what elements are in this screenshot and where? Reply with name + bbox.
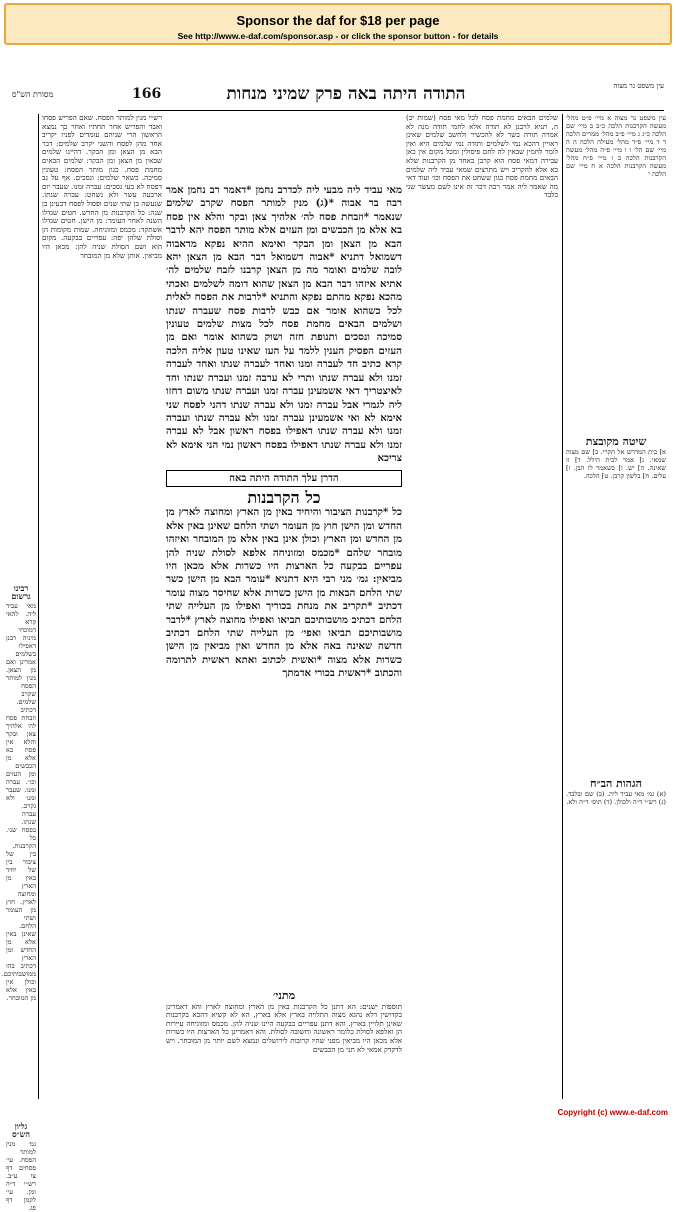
shita-mekubetzet-text: א] בית המדרש אל תקרי. ב] שם מצוה שמאי. ג] אמר לבית הילל. ד] זו שאינה. ה] יש. ו] כשאמר לו הבן. ז] עלים. ח] בלשון קרבן. ט] הלכה. (566, 448, 666, 480)
side-margin-left (1, 114, 36, 1212)
gemara-text-mid: כל *קרבנות הציבור והיחיד באין מן הארץ ומחוצה לארץ מן החדש ומן הישן חוץ מן העומר ושתי הלחם שאינן באין אלא מן החדש ומן הארץ וכולן אינן באין אלא מן המובחר ואיזהו מובחר שלהם *מכמס ומזוניחה אלפא לסולת שניה להן עפריים בבקעה כל הארצות היו כשרות אלא מכאן היו מביאין: גמ׳ מני רבי היא דתניא *עומר הבא מן הישן כשר שתי הלחם הבאות מן הישן כשרות אלא שחיסר מצוה עומר דכתיב *תקריב את מנחת בכוריך ואפילו מן העלייה שתי הלחם דכתיב מושבותיכם תביאו ואפילו מחוצה לארץ *לדבר מושבותיכם תביאו ואפי׳ מן העלייה שתי הלחם דכתיב חדשה שאינה באה אלא מן החדש ואין מביאין מן הישן כשרות אלא מצוה *ואשית לכתוב ואתא ראשית לתרומה והכתוב *ראשית בכורי אדמתך (166, 506, 402, 680)
hagahot-habach-heading: הגהות הב״ח (590, 777, 642, 790)
rabbeinu-gershom-text: מאי עביד ליה. להאי קרא דמוכחי מיניה רבנן דאפילו בשלמים אמרינן ואם מן הצאן. מנין למותר הפסח שקרב שלמים. דכתיב וזבחת פסח לה׳ אלהיך צאן ובקר והלא אין פסח בא אלא מן הכבשים ומן העזים וכו׳. עברה זמנו. שעבר זמנו ולא נקרב. עברה שנתו. בפסח שני. כל הקרבנות. בין של ציבור בין של יחיד באין מן הארץ ומחוצה לארץ. חוץ מן העומר ושתי הלחם. שאינן באין אלא מן החדש ומן הארץ דכתיב בהו ממושבותיכם. וכולן אין באין אלא מן המובחר. (1, 602, 36, 1002)
header-rule (118, 110, 664, 111)
mishnah-marker: מתני׳ (272, 989, 296, 1002)
tosafot-column (406, 114, 558, 1099)
ein-mishpat-label: עין משפט נר מצוה (613, 82, 664, 90)
rashi-column (42, 114, 162, 1099)
sponsor-title[interactable]: Sponsor the daf for $18 per page (236, 13, 440, 28)
sponsor-banner[interactable] (4, 3, 672, 45)
copyright-notice[interactable]: Copyright (c) www.e-daf.com (557, 1108, 668, 1117)
rashi-text: רש״י מנין למותר הפסח. שאם הפריש פסחו ואבד והפריש אחר תחתיו ואחר כך נמצא הראשון הרי שניהם עומדים לפניו יקריב אחד מהן לפסח והשני יקרב שלמים: דבר הבא מן הצאן ומן הבקר. דהיינו שלמים שבאין מן הצאן ומן הבקר: שלמים הבאים מחמת פסח. כגון מותר הפסח: טעונין סמיכה. כשאר שלמים: ונסכים. אף על גב דפסח לא בעי נסכים: עברה זמנו. שעבר יום ארבעה עשר ולא נשחט: עברה שנתו. שנעשה בן שתי שנים ופסול לפסח דבעינן בן שנה: כל הקרבנות מן החדש. חטים שגדלו השנה לאחר העומר: מן הישן. חטים שגדלו אשתקד: מכמס ומזוניחה. שמות מקומות הן וסולת שלהן יפה: עפריים בבקעה. מקום הוא ושם הסולת שניה להן: מכאן היו מביאין. אותן שלא מן המובחר (42, 113, 162, 260)
page-header (6, 84, 668, 110)
footer-commentary (166, 990, 402, 1098)
gemara-text-top: מאי עביד ליה מבעי ליה לכדרב נחמן *דאמר רב נחמן אמר רבה בר אבוה *(ג) מנין למותר הפסח שקרב שלמים שנאמר *וזבחת פסח לה׳ אלהיך צאן ובקר והלא אין פסח בא אלא מן הכבשים ומן העזים אלא מותר הפסח יהא לדבר הבא מן הצאן ומן הבקר ואימא ההיא נפקא מדאבוה דשמואל דתניא *אבוה דשמואל דבר הבא מן הצאן יהא לובה שלמים ואומר מה מן הצאן קרבנו לזבח שלמים לה׳ אתיא איזהו דבר הבא מן הצאן שהוא דומה לשלמים ואכתי מהכא נפקא מהתם נפקא והתניא *לרבות את הפסח לאלית לכל כשהוא אומר אם כבש לרבות פסח שעברה שנתו ושלמים הבאים מחמת פסח לכל מצות שלמים טעונין סמיכה ונסכים ותנופת חזה ושוק כשהוא אומר ואם מן העזים הפסיק הענין ללמד על העז שאינו טעון אליה הלכה קרא כתיב חד לעברה ומנו ואחד לעברה שנתו ואחד לעברה זמנו ולא עברה שנתו ותרי לא ערבה זמנו ועברה שנתו וחד לאיצטריך דאי אשמעינן עברה זמנו ועברה שנתו משום דחזו ליה לגמרי אבל עברה זמנו ולא עברה שנתו דהני לפסח שני אימא לא ואי אשמעינן עברה זמנו ולא עברה שנתו ועברה זמנו ולא עברה שנתו דאפילו בפסח ראשון אבל לא עברה זמנו ולא עברה שנתו דאפילו בפסח ראשון נמי הני אימא לא צריכא (166, 184, 402, 465)
column-divider (562, 114, 563, 1099)
page-number: 166 (132, 86, 162, 102)
tosafot-text: שלמים הבאים מחמת פסח לכל מאי פסח (שמות יב) ה, תניא לרבנן לא תודה אלא לחמי תודה מנה לא אמרה תורה בשר לא להכשיר ולחשב שלמים שאינן ראויין דהכא נמי לשלמים ותודה נמי שלמים היא ואין לומר לחמין שבאין לה לחם פיסולין ומכל מקום אין כאן עבירה דמאי פסח הוא קרבן כאחד מן הקרבנות שלא בא אלא להקריב ויש מתרצים שמאי עביד ליה שלמים הבאים מחמת פסח כגון ששחט את הפסח וכו׳ ועוד דאי מה שאמר ליה אמר רבה דבר זה אינו לשם מעשר שני בלבד (406, 113, 558, 200)
ein-mishpat-text: עין משפט נר מצוה א מיי׳ פ״ט מהל׳ מעשה הקרבנות הלכה כ״ב ב מיי׳ שם הלכה כ״ג ג מיי׳ פ״ב מהל׳ ממרים הלכה ד ד מיי׳ פ״ד מהל׳ מעילה הלכה ה ה מיי׳ שם הל׳ ו ו מיי׳ פ״ה מהל׳ מעשה הקרבנות הלכה ב ז מיי׳ פ״ח מהל׳ מעשה הקרבנות הלכה א ח מיי׳ שם הלכה י (566, 114, 666, 178)
footer-commentary-text: תוספות ישנים: הא דתנן כל הקרבנות באין מן הארץ ומחוצה לארץ והא דאמרינן בקדושין דלא נהגא מצוה התלויה בארץ אלא בארץ, הא לא קשיא דהכא בקרבנות שאינן תלויין בארץ. והא דתנן עפריים בבקעה היינו שניה להן. מכמס ומזוניחה עיירות הן ואלפא לסולת כלומר ראשונה וחשובה לסולת. והא דאמרינן כל הארצות היו כשרות אלא מכאן היו מביאין מפני שהיו קרובות לירושלים ונמצא לשם יותר מן המובחר. ויש לדקדק אמאי לא תני מן הכבשים (166, 1001, 402, 1054)
gemara-column (166, 114, 402, 984)
masoret-hashas-label: מסורת הש"ס (12, 90, 54, 99)
page-title: התודה היתה באה פרק שמיני מנחות (226, 84, 466, 104)
sponsor-subtitle[interactable]: See http://www.e-daf.com/sponsor.asp - or click the sponsor button - for details (177, 31, 499, 41)
hagahot-habach-text: (א) גמ׳ מאי עביד ליה. (ב) שם ובלבד. (ג) רש״י ד״ה ולכולן. (ד) תוס׳ ד״ה ולא. (566, 790, 666, 806)
perek-title: כל הקרבנות (247, 487, 321, 507)
hadran-box: הדרן עלך התודה היתה באה (166, 470, 402, 487)
gilyon-hashas-heading: גליון הש״ס (12, 1121, 30, 1139)
gilyon-hashas-text: גמ׳ מנין למותר הפסח. עי׳ פסחים דף צו ע״ב. רש״י ד״ה ומן. עי׳ לקמן דף פג. (6, 1140, 36, 1212)
side-margin-right (566, 114, 666, 1099)
shita-mekubetzet-heading: שיטה מקובצת (585, 435, 647, 448)
column-divider (38, 114, 39, 1099)
rabbeinu-gershom-heading: רבינו גרשום (11, 583, 31, 601)
